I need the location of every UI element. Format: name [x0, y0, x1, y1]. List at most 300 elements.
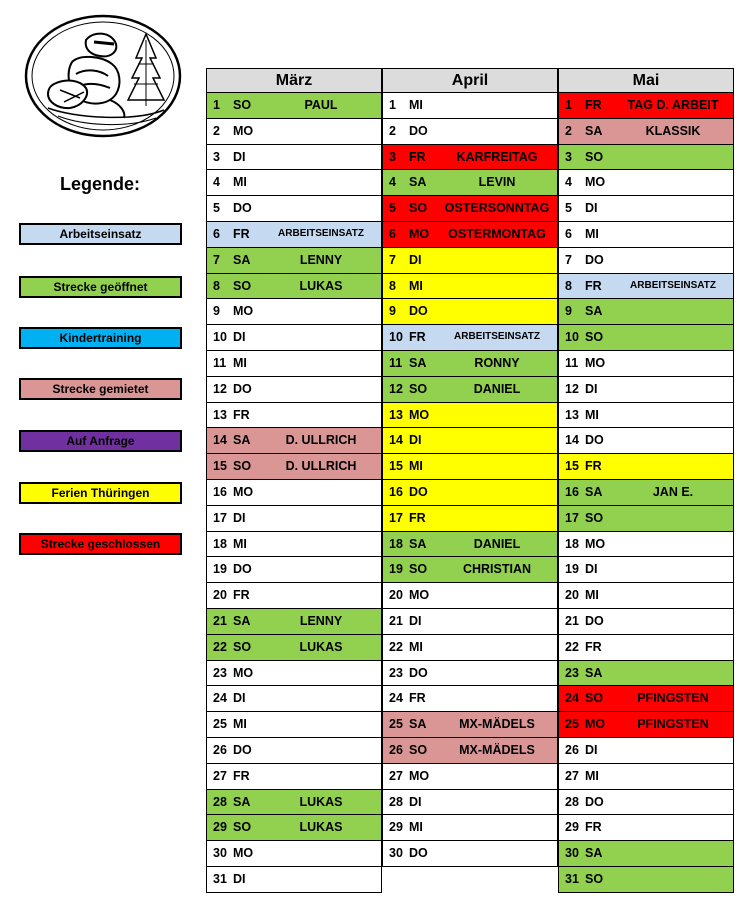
event-label: KLASSIK [645, 123, 701, 138]
day-number: 7 [565, 252, 572, 267]
day-number: 10 [213, 330, 227, 345]
day-cell [206, 738, 382, 764]
day-number: 13 [565, 407, 579, 422]
weekday: DI [585, 201, 598, 216]
day-cell [382, 145, 558, 171]
day-number: 5 [565, 201, 572, 216]
weekday: DI [409, 252, 422, 267]
day-cell [558, 480, 734, 506]
day-cell [382, 790, 558, 816]
weekday: DO [409, 484, 428, 499]
weekday: FR [233, 226, 250, 241]
weekday: MO [585, 355, 606, 370]
day-number: 12 [565, 381, 579, 396]
weekday: FR [409, 691, 426, 706]
day-cell [558, 145, 734, 171]
weekday: MI [233, 175, 247, 190]
day-cell [206, 480, 382, 506]
legend-title: Legende: [60, 174, 141, 194]
day-number: 28 [565, 794, 579, 809]
day-number: 23 [565, 665, 579, 680]
day-number: 3 [213, 149, 220, 164]
day-number: 26 [565, 742, 579, 757]
day-number: 28 [213, 794, 227, 809]
day-cell [382, 325, 558, 351]
weekday: MO [409, 768, 430, 783]
month-header: Mai [558, 68, 734, 93]
day-cell [206, 867, 382, 893]
day-cell [558, 635, 734, 661]
weekday: SA [585, 846, 603, 861]
weekday: MO [585, 536, 606, 551]
event-label: D. ULLRICH [285, 433, 357, 448]
day-number: 21 [389, 613, 403, 628]
day-cell [558, 222, 734, 248]
day-cell [382, 764, 558, 790]
day-cell [206, 248, 382, 274]
day-number: 17 [389, 510, 403, 525]
day-cell [382, 532, 558, 558]
day-number: 17 [565, 510, 579, 525]
day-cell [382, 196, 558, 222]
day-cell [206, 557, 382, 583]
day-cell [558, 274, 734, 300]
weekday: DO [233, 742, 252, 757]
weekday: DO [585, 252, 604, 267]
day-cell [382, 841, 558, 867]
weekday: MO [233, 123, 254, 138]
day-cell [558, 403, 734, 429]
weekday: SO [585, 691, 604, 706]
weekday: DI [585, 742, 598, 757]
weekday: FR [233, 768, 250, 783]
day-cell [206, 454, 382, 480]
weekday: SA [409, 536, 427, 551]
weekday: MI [409, 278, 423, 293]
legend-item: Strecke geschlossen [19, 533, 182, 555]
weekday: SO [585, 871, 604, 886]
day-cell [382, 506, 558, 532]
event-label: RONNY [474, 355, 520, 370]
day-cell [558, 583, 734, 609]
day-cell [206, 377, 382, 403]
weekday: MI [409, 98, 423, 112]
day-cell [206, 351, 382, 377]
weekday: DO [409, 846, 428, 861]
day-number: 29 [213, 820, 227, 835]
calendar-table [206, 68, 735, 892]
day-number: 12 [213, 381, 227, 396]
weekday: SO [233, 820, 252, 835]
day-number: 6 [389, 226, 396, 241]
weekday: MI [409, 459, 423, 474]
day-number: 13 [213, 407, 227, 422]
weekday: SA [409, 717, 427, 732]
weekday: DI [233, 149, 246, 164]
day-cell [206, 325, 382, 351]
day-number: 1 [565, 98, 572, 112]
weekday: MO [409, 588, 430, 603]
weekday: MO [409, 226, 430, 241]
weekday: DI [233, 871, 246, 886]
event-label: OSTERMONTAG [448, 226, 546, 241]
day-cell [206, 712, 382, 738]
weekday: FR [585, 639, 602, 654]
day-number: 25 [389, 717, 403, 732]
weekday: SO [585, 149, 604, 164]
day-cell [558, 712, 734, 738]
day-cell [558, 609, 734, 635]
legend-item: Strecke geöffnet [19, 276, 182, 298]
weekday: MO [233, 304, 254, 319]
day-number: 8 [389, 278, 396, 293]
day-number: 2 [213, 123, 220, 138]
day-cell [382, 248, 558, 274]
event-label: KARFREITAG [456, 149, 538, 164]
day-cell [206, 170, 382, 196]
day-cell [206, 532, 382, 558]
legend-item: Ferien Thüringen [19, 482, 182, 504]
weekday: DI [233, 691, 246, 706]
weekday: MO [585, 717, 606, 732]
month-column [382, 68, 558, 867]
month-column [558, 68, 734, 893]
day-cell [382, 738, 558, 764]
event-label: PFINGSTEN [637, 717, 709, 732]
event-label: DANIEL [473, 536, 521, 551]
event-label: LUKAS [299, 794, 343, 809]
day-cell [206, 661, 382, 687]
day-number: 3 [565, 149, 572, 164]
day-number: 7 [213, 252, 220, 267]
event-label: CHRISTIAN [462, 562, 532, 577]
day-number: 24 [565, 691, 579, 706]
day-cell [558, 248, 734, 274]
weekday: DI [233, 510, 246, 525]
weekday: DO [585, 433, 604, 448]
day-cell [382, 661, 558, 687]
day-cell [382, 351, 558, 377]
event-label: LEVIN [478, 175, 516, 190]
day-cell [206, 145, 382, 171]
day-number: 31 [213, 871, 227, 886]
day-cell [558, 764, 734, 790]
day-number: 8 [213, 278, 220, 293]
day-number: 5 [213, 201, 220, 216]
day-number: 4 [213, 175, 220, 190]
day-number: 2 [565, 123, 572, 138]
day-cell [558, 377, 734, 403]
day-number: 11 [213, 355, 227, 370]
day-cell [382, 428, 558, 454]
event-label: LUKAS [299, 820, 343, 835]
weekday: SA [233, 613, 251, 628]
weekday: SA [409, 175, 427, 190]
day-number: 26 [389, 742, 403, 757]
day-number: 20 [389, 588, 403, 603]
weekday: SO [585, 330, 604, 345]
day-number: 18 [565, 536, 579, 551]
weekday: MI [409, 820, 423, 835]
day-number: 4 [389, 175, 396, 190]
club-logo [24, 14, 182, 140]
weekday: DO [409, 665, 428, 680]
day-cell [382, 170, 558, 196]
day-number: 25 [213, 717, 227, 732]
weekday: DI [409, 613, 422, 628]
weekday: DI [409, 794, 422, 809]
day-number: 31 [565, 871, 579, 886]
event-label: MX-MÄDELS [459, 717, 535, 732]
weekday: SO [233, 459, 252, 474]
day-cell [558, 196, 734, 222]
weekday: FR [233, 588, 250, 603]
day-cell [206, 403, 382, 429]
day-number: 6 [213, 226, 220, 241]
weekday: SA [585, 123, 603, 138]
month-header: März [206, 68, 382, 93]
legend-item: Auf Anfrage [19, 430, 182, 452]
event-label: ARBEITSEINSATZ [630, 279, 716, 291]
event-label: LENNY [299, 252, 343, 267]
day-cell [206, 609, 382, 635]
day-number: 22 [213, 639, 227, 654]
day-cell [206, 119, 382, 145]
day-cell [558, 532, 734, 558]
weekday: MI [585, 588, 599, 603]
day-number: 30 [565, 846, 579, 861]
day-cell [206, 815, 382, 841]
weekday: SO [233, 639, 252, 654]
day-number: 23 [389, 665, 403, 680]
day-number: 22 [565, 639, 579, 654]
weekday: SA [585, 484, 603, 499]
day-cell [206, 93, 382, 119]
weekday: DI [233, 330, 246, 345]
weekday: SA [233, 794, 251, 809]
day-cell [206, 299, 382, 325]
day-cell [558, 867, 734, 893]
day-number: 15 [389, 459, 403, 474]
day-number: 16 [213, 484, 227, 499]
day-cell [206, 222, 382, 248]
day-cell [382, 274, 558, 300]
day-cell [206, 506, 382, 532]
day-number: 14 [565, 433, 579, 448]
weekday: FR [585, 820, 602, 835]
day-cell [382, 299, 558, 325]
legend-item: Strecke gemietet [19, 378, 182, 400]
weekday: SA [233, 433, 251, 448]
day-number: 9 [213, 304, 220, 319]
day-number: 7 [389, 252, 396, 267]
event-label: PFINGSTEN [637, 691, 709, 706]
day-cell [382, 93, 558, 119]
weekday: DO [585, 613, 604, 628]
weekday: FR [585, 459, 602, 474]
legend-item: Kindertraining [19, 327, 182, 349]
weekday: FR [409, 149, 426, 164]
day-number: 17 [213, 510, 227, 525]
day-number: 1 [213, 98, 220, 112]
day-cell [382, 557, 558, 583]
weekday: SO [409, 742, 428, 757]
day-cell [382, 119, 558, 145]
day-number: 11 [389, 355, 403, 370]
day-cell [558, 325, 734, 351]
day-number: 10 [389, 330, 403, 345]
day-number: 15 [565, 459, 579, 474]
weekday: MI [409, 639, 423, 654]
day-number: 30 [389, 846, 403, 861]
day-cell [206, 764, 382, 790]
weekday: DI [585, 381, 598, 396]
weekday: MI [585, 226, 599, 241]
day-number: 23 [213, 665, 227, 680]
day-number: 5 [389, 201, 396, 216]
weekday: DO [233, 201, 252, 216]
day-cell [206, 841, 382, 867]
event-label: PAUL [304, 98, 338, 112]
day-cell [558, 351, 734, 377]
day-number: 21 [565, 613, 579, 628]
weekday: FR [409, 330, 426, 345]
weekday: DO [233, 562, 252, 577]
day-cell [558, 506, 734, 532]
event-label: LUKAS [299, 639, 343, 654]
day-cell [382, 222, 558, 248]
weekday: SO [233, 98, 252, 112]
day-cell [206, 790, 382, 816]
weekday: MI [585, 407, 599, 422]
weekday: MO [233, 665, 254, 680]
day-cell [382, 609, 558, 635]
day-number: 4 [565, 175, 572, 190]
day-cell [382, 712, 558, 738]
weekday: DO [585, 794, 604, 809]
event-label: LENNY [299, 613, 343, 628]
event-label: LUKAS [299, 278, 343, 293]
day-number: 19 [389, 562, 403, 577]
day-number: 8 [565, 278, 572, 293]
day-cell [558, 790, 734, 816]
weekday: SA [409, 355, 427, 370]
weekday: SA [585, 304, 603, 319]
weekday: FR [409, 510, 426, 525]
day-cell [382, 686, 558, 712]
weekday: SO [409, 381, 428, 396]
weekday: MO [233, 846, 254, 861]
event-label: OSTERSONNTAG [444, 201, 550, 216]
day-cell [206, 196, 382, 222]
day-number: 15 [213, 459, 227, 474]
event-label: DANIEL [473, 381, 521, 396]
weekday: MO [585, 175, 606, 190]
day-number: 18 [213, 536, 227, 551]
day-number: 24 [213, 691, 227, 706]
day-cell [382, 815, 558, 841]
day-number: 27 [213, 768, 227, 783]
day-number: 6 [565, 226, 572, 241]
day-number: 9 [565, 304, 572, 319]
day-number: 9 [389, 304, 396, 319]
weekday: MI [233, 717, 247, 732]
day-cell [206, 635, 382, 661]
weekday: FR [233, 407, 250, 422]
day-number: 14 [389, 433, 403, 448]
weekday: SO [409, 201, 428, 216]
day-number: 11 [565, 355, 579, 370]
weekday: DO [233, 381, 252, 396]
day-number: 27 [389, 768, 403, 783]
weekday: DI [409, 433, 422, 448]
day-number: 2 [389, 123, 396, 138]
event-label: ARBEITSEINSATZ [278, 227, 364, 239]
day-cell [558, 557, 734, 583]
day-number: 12 [389, 381, 403, 396]
event-label: TAG D. ARBEIT [627, 98, 719, 112]
day-cell [206, 274, 382, 300]
weekday: MI [233, 355, 247, 370]
day-number: 18 [389, 536, 403, 551]
day-cell [206, 428, 382, 454]
event-label: MX-MÄDELS [459, 742, 535, 757]
day-number: 27 [565, 768, 579, 783]
weekday: SA [233, 252, 251, 267]
day-number: 19 [213, 562, 227, 577]
day-number: 29 [389, 820, 403, 835]
day-cell [558, 454, 734, 480]
day-number: 24 [389, 691, 403, 706]
weekday: SO [409, 562, 428, 577]
day-number: 20 [565, 588, 579, 603]
day-cell [382, 403, 558, 429]
day-cell [558, 428, 734, 454]
day-number: 25 [565, 717, 579, 732]
day-number: 21 [213, 613, 227, 628]
day-number: 16 [565, 484, 579, 499]
day-cell [558, 119, 734, 145]
month-column [206, 68, 382, 893]
weekday: DI [585, 562, 598, 577]
day-cell [558, 93, 734, 119]
weekday: SO [233, 278, 252, 293]
day-cell [206, 686, 382, 712]
day-number: 26 [213, 742, 227, 757]
weekday: SO [585, 510, 604, 525]
day-cell [558, 686, 734, 712]
day-number: 29 [565, 820, 579, 835]
day-cell [558, 815, 734, 841]
day-cell [382, 583, 558, 609]
day-number: 22 [389, 639, 403, 654]
day-number: 1 [389, 98, 396, 112]
day-number: 19 [565, 562, 579, 577]
day-cell [382, 377, 558, 403]
day-cell [382, 454, 558, 480]
day-cell [382, 635, 558, 661]
day-number: 14 [213, 433, 227, 448]
day-cell [558, 738, 734, 764]
motocross-rider-logo-icon [24, 14, 182, 140]
day-cell [558, 170, 734, 196]
month-header: April [382, 68, 558, 93]
event-label: ARBEITSEINSATZ [454, 331, 540, 343]
weekday: MO [409, 407, 430, 422]
weekday: MI [233, 536, 247, 551]
event-label: D. ULLRICH [285, 459, 357, 474]
weekday: MO [233, 484, 254, 499]
